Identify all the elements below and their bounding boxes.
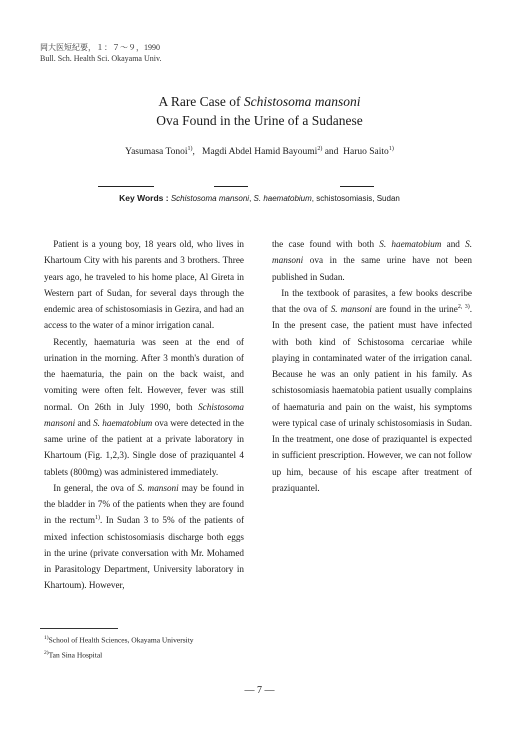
author-1-affil: 1) [187, 146, 193, 152]
paper-title [0, 92, 519, 130]
footnotes [44, 632, 194, 661]
journal-citation: 岡大医短紀要，１：７～９，1990 [40, 43, 160, 52]
paragraph-2 [44, 334, 244, 480]
paragraph-5-text: In the textbook of parasites, a few books describe that the ova of [272, 287, 472, 314]
species-name: S. haematobium [93, 417, 153, 428]
citation: 2, 3) [457, 303, 470, 310]
paragraph-4-text: the case found with both [272, 239, 380, 249]
footnote-text: Tan Sina Hospital [48, 650, 103, 659]
title-line-2: Ova Found in the Urine of a Sudanese [156, 113, 363, 128]
page-number: — 7 — [244, 685, 275, 696]
keywords: Key Words : Schistosoma mansoni, S. haematobium, schistosomiasis, Sudan [119, 193, 400, 203]
right-column [272, 236, 472, 496]
title-species: Schistosoma mansoni [243, 94, 361, 109]
keyword-rule-mid [214, 186, 248, 187]
keywords-label: Key Words : [119, 193, 169, 203]
author-3-affil: 1) [388, 146, 394, 152]
keyword-rule-right [340, 186, 374, 187]
footnote-rule [40, 628, 118, 629]
paragraph-4 [272, 236, 472, 285]
species-name: S. haematobium [379, 239, 442, 249]
journal-name: Bull. Sch. Health Sci. Okayama Univ. [40, 54, 162, 63]
paragraph-1: Patient is a young boy, 18 years old, who lives in Khartoum City with his parents and 3 brothers. Three years ago, he traveled to his home place, Al Gireta in Western part of Sudan, for several days through the endemic area of schistosomiasis in Gezira, and had an access to the water of a minor irrigation canal. [44, 239, 244, 331]
left-column [44, 236, 244, 594]
keyword-4: Sudan [376, 194, 400, 203]
paragraph-3-text: In general, the ova of [53, 482, 138, 493]
journal-info [40, 42, 161, 64]
paragraph-5-end: . In the present case, the patient must have infected with both kind of Schistosoma cercariae while playing in contaminated water of the irrigation canal. Because he was an only patient in his family. As schistosomiasis haematobia patient usually complains of haematuria and pain on the waist, his symptoms were typical case of urinaly schistosomiasis in Sudan. In the treatment, one dose of praziquantel is expected in sufficient prescription. However, we can not follow up him, because of his escape after treatment of praziquantel. [272, 304, 473, 493]
footnote-text: School of Health Sciences, Okayama University [48, 635, 194, 645]
species-name: Schistosoma mansoni [44, 401, 244, 428]
author-1: Yasumasa Tonoi [125, 147, 188, 158]
footnote-mark: 2) [44, 649, 49, 656]
paragraph-3-end: . In Sudan 3 to 5% of the patients of mixed infection schistosomiasis discharge both eggs in the urine (private conversation with Mr. Mohamed in Parasitology Department, University laboratory in Khartoum). However, [44, 515, 244, 591]
author-3: Haruo Saito [343, 147, 389, 158]
footnote-2 [44, 647, 194, 662]
author-2-affil: 2) [317, 146, 323, 152]
title-line-1 [0, 92, 519, 111]
species-name: S. mansoni [330, 304, 372, 314]
citation: 1) [95, 515, 100, 522]
conjunction: and [75, 417, 94, 428]
paragraph-4-end: ova in the same urine have not been published in Sudan. [272, 255, 472, 282]
keyword-1: Schistosoma mansoni [170, 194, 250, 203]
paragraph-5-cont: are found in the urine [371, 304, 458, 314]
keyword-3: schistosomiasis [316, 194, 373, 203]
species-name: S. mansoni [272, 239, 473, 266]
paragraph-3-cont: may be found in the bladder in 7% of the patients when they are found in the rectum [44, 482, 245, 526]
conjunction: and [441, 239, 466, 249]
title-prefix: A Rare Case of [158, 94, 244, 109]
keyword-rule-left [98, 186, 154, 187]
author-list: Yasumasa Tonoi$^{1)}$, Magdi Abdel Hamid Bayoumi$^{2)}$ and Haruo Saito$^{1)}$ [125, 146, 394, 158]
footnote-1 [44, 632, 194, 647]
paragraph-3 [44, 480, 244, 594]
species-name: S. mansoni [137, 482, 179, 493]
footnote-mark: 1) [44, 635, 49, 641]
paragraph-5 [272, 285, 472, 496]
paragraph-2-cont: ova were detected in the same urine of the patient at a private laboratory in Khartoum (Fig. 1,2,3). Single dose of praziquantel 4 tablets (800mg) was administered immediately. [44, 417, 245, 477]
paragraph-2-text: Recently, haematuria was seen at the end of urination in the morning. After 3 month's duration of the haematuria, the pain on the back waist, and vomiting were often felt. However, fever was still normal. On 26th in July 1990, both [44, 336, 244, 412]
keyword-2: S. haematobium [253, 194, 312, 203]
author-2: Magdi Abdel Hamid Bayoumi [202, 147, 318, 158]
